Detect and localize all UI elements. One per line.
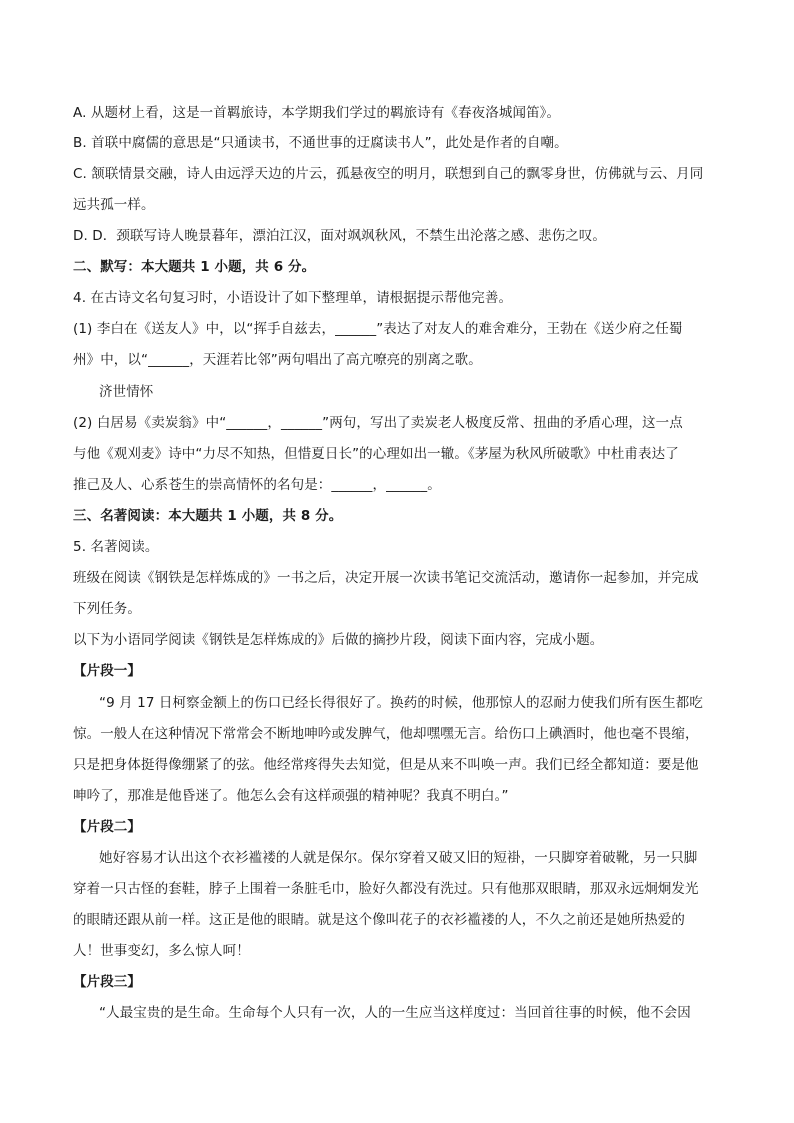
excerpt-2-line-1: 她好容易才认出这个衣衫褴褛的人就是保尔。保尔穿着又破又旧的短褂，一只脚穿着破靴，另一只脚 [99,850,698,866]
excerpt-1-heading: 【片段一】 [73,663,141,679]
excerpt-3-heading: 【片段三】 [73,974,141,990]
task-intro-continued: 下列任务。 [73,601,141,617]
excerpt-2-line-2: 穿着一只古怪的套鞋，脖子上围着一条脏毛巾，脸好久都没有洗过。只有他那双眼睛，那双永远炯炯发光 [73,881,699,897]
excerpt-1-line-1: “9 月 17 日柯察金额上的伤口已经长得很好了。换药的时候，他那惊人的忍耐力使我们所有医生都吃 [99,695,703,711]
question-4-part-1-continued: 州》中，以“______，天涯若比邻”两句唱出了高亢嘹亮的别离之歌。 [73,352,482,368]
excerpt-2-line-3: 的眼睛还跟从前一样。这正是他的眼睛。就是这个像叫花子的衣衫褴褛的人，不久之前还是她所热爱的 [73,912,685,928]
excerpt-2-heading: 【片段二】 [73,819,141,835]
task-intro: 班级在阅读《钢铁是怎样炼成的》一书之后，决定开展一次读书笔记交流活动，邀请你一起参加，并完成 [73,570,699,586]
question-4-part-1: (1) 李白在《送友人》中，以“挥手自兹去，______”表达了对友人的难舍难分，王勃在《送少府之任蜀 [73,321,683,337]
excerpt-3-line-1: “人最宝贵的是生命。生命每个人只有一次，人的一生应当这样度过：当回首往事的时候，他不会因 [99,1005,691,1021]
section-heading-classics: 三、名著阅读：本大题共 1 小题，共 8 分。 [73,508,343,524]
option-d: D. D．颈联写诗人晚景暮年，漂泊江汉，面对飒飒秋风，不禁生出沦落之感、悲伤之叹。 [73,228,606,244]
question-4-part-2: (2) 白居易《卖炭翁》中“______，______”两句，写出了卖炭老人极度反常、扭曲的矛盾心理，这一点 [73,415,683,431]
option-c: C. 颔联情景交融，诗人由远浮天边的片云，孤悬夜空的明月，联想到自己的飘零身世，仿佛就与云、月同 [73,166,704,182]
option-a: A. 从题材上看，这是一首羁旅诗，本学期我们学过的羁旅诗有《春夜洛城闻笛》。 [73,105,561,121]
question-4-part-2-end: 推己及人、心系苍生的崇高情怀的名句是：______，______。 [73,477,441,493]
excerpt-1-line-3: 只是把身体挺得像绷紧了的弦。他经常疼得失去知觉，但是从来不叫唤一声。我们已经全都知道：要是他 [73,757,699,773]
question-4-part-2-continued: 与他《观刈麦》诗中“力尽不知热，但惜夏日长”的心理如出一辙。《茅屋为秋风所破歌》中杜甫表达了 [73,446,679,462]
excerpt-2-line-4: 人！世事变幻，多么惊人呵！ [73,943,250,959]
excerpt-intro: 以下为小语同学阅读《钢铁是怎样炼成的》后做的摘抄片段，阅读下面内容，完成小题。 [73,632,604,648]
question-4: 4. 在古诗文名句复习时，小语设计了如下整理单，请根据提示帮他完善。 [73,290,513,306]
option-c-continued: 远共孤一样。 [73,197,155,213]
question-5: 5. 名著阅读。 [73,539,159,555]
option-b: B. 首联中腐儒的意思是“只通读书，不通世事的迂腐读书人”，此处是作者的自嘲。 [73,135,568,151]
section-heading-dictation: 二、默写：本大题共 1 小题，共 6 分。 [73,259,316,275]
excerpt-1-line-4: 呻吟了，那准是他昏迷了。他怎么会有这样顽强的精神呢？我真不明白。” [73,788,509,804]
excerpt-1-line-2: 惊。一般人在这种情况下常常会不断地呻吟或发脾气，他却嘿嘿无言。给伤口上碘酒时，他也毫不畏缩， [73,726,699,742]
theme-label: 济世情怀 [99,384,154,400]
